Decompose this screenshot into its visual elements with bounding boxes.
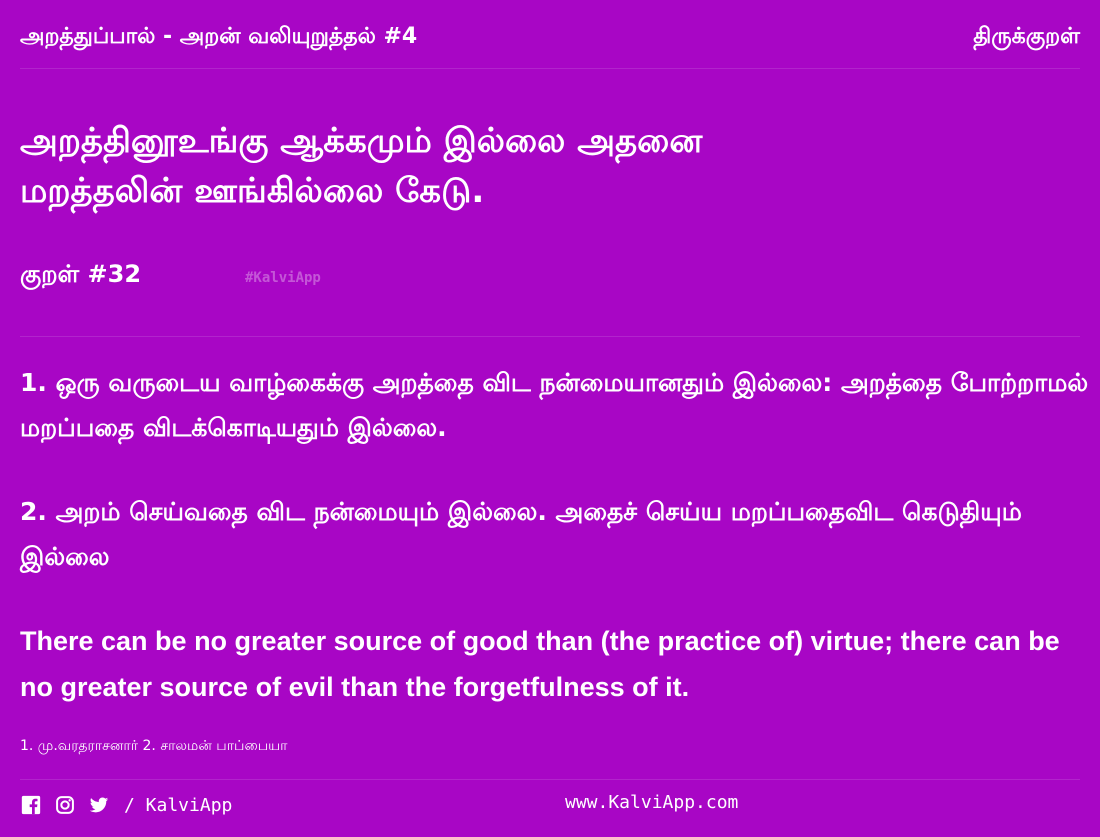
english-translation: There can be no greater source of good than (the practice of) virtue; there can be no greater source of evil than the forgetfulness of it. — [20, 626, 1060, 702]
header — [20, 24, 1080, 69]
facebook-icon[interactable] — [20, 794, 42, 816]
kural-line-2: மறத்தலின் ஊங்கில்லை கேடு. — [20, 171, 485, 211]
kural-line-1: அறத்தினூஉங்கு ஆக்கமும் இல்லை அதனை — [20, 121, 703, 161]
authors-credit: 1. மு.வரதராசனார் 2. சாலமன் பாப்பையா — [20, 738, 288, 754]
book-name: திருக்குறள் — [973, 24, 1080, 49]
footer — [20, 779, 1080, 830]
watermark: #KalviApp — [245, 270, 321, 286]
section-title: அறத்துப்பால் - அறன் வலியுறுத்தல் #4 — [20, 24, 418, 49]
instagram-icon[interactable] — [54, 794, 76, 816]
twitter-icon[interactable] — [88, 794, 110, 816]
social-links — [20, 794, 232, 816]
kural-verse — [20, 116, 1080, 216]
website-link[interactable]: www.KalviApp.com — [565, 792, 739, 813]
meaning-1: 1. ஒரு வருடைய வாழ்கைக்கு அறத்தை விட நன்மையானதும் இல்லை: அறத்தை போற்றாமல் மறப்பதை விடக்கொடியதும் இல்லை. — [20, 368, 1089, 442]
meaning-2: 2. அறம் செய்வதை விட நன்மையும் இல்லை. அதைச் செய்ய மறப்பதைவிட கெடுதியும் இல்லை — [20, 497, 1022, 571]
kural-number: குறள் #32 — [20, 260, 142, 288]
social-handle: / KalviApp — [124, 794, 233, 816]
divider — [20, 336, 1080, 337]
